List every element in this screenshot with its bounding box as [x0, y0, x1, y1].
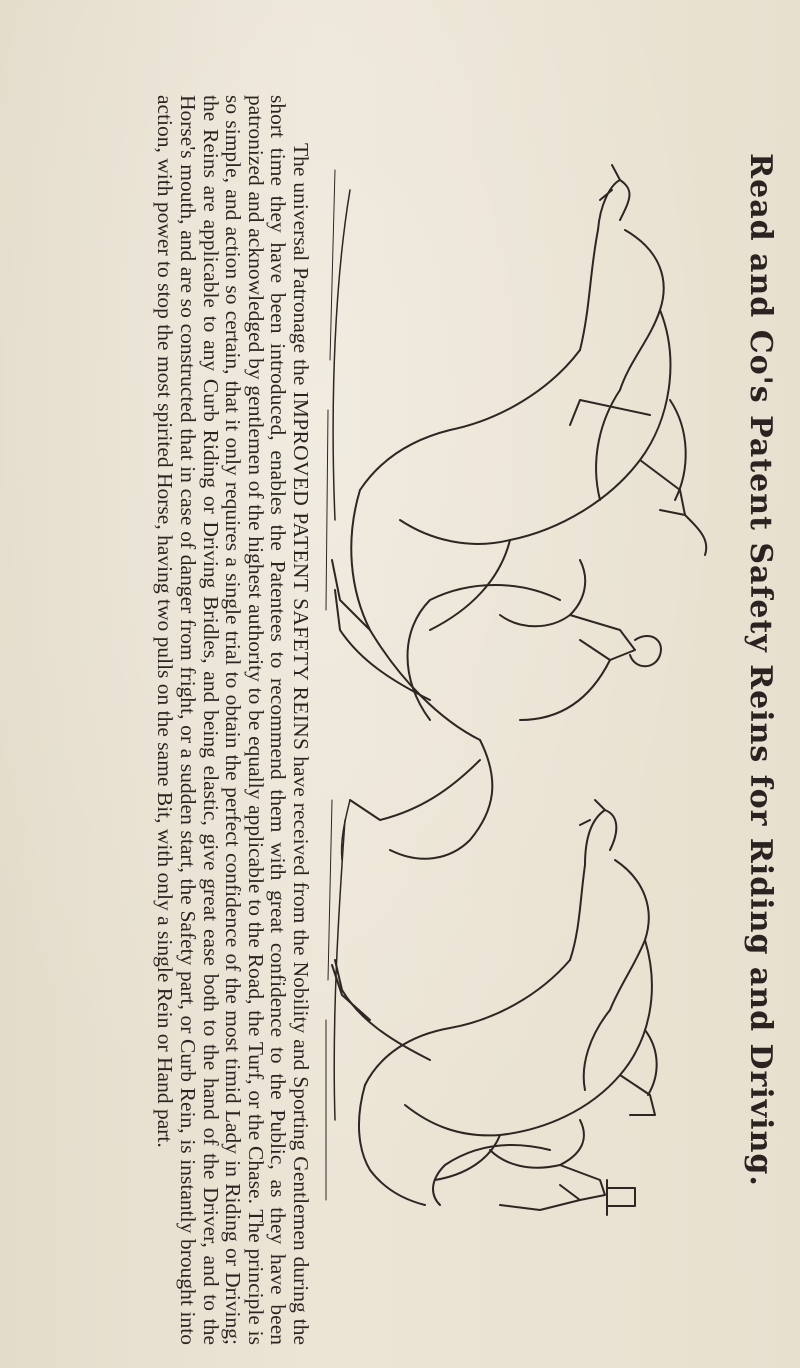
- advertisement-heading: Read and Co's Patent Safety Reins for Riding and Driving.: [743, 153, 778, 1187]
- body-paragraph: [154, 95, 312, 1345]
- horse-with-lady-rider-icon: [326, 165, 706, 860]
- paragraph-emphasis: IMPROVED PATENT SAFETY REINS: [289, 391, 313, 751]
- horse-with-gentleman-rider-icon: [326, 800, 657, 1215]
- illustration: [320, 160, 730, 1220]
- paragraph-body: have received from the Nobility and Sporting Gentlemen during the short time they have been introduced, enables the Patentees to recommend them with great confidence to the Public, as they have been patronized and acknowledged by gentlemen of the highest authority to be equally applicable to the Road, the Turf, or the Chase. The principle is so simple, and action so certain, that it only requires a single trial to obtain the perfect confidence of the most timid Lady in Riding or Driving; the Reins are applicable to any Curb Riding or Driving Bridles, and being elastic, give great ease both to the hand of the Driver, and to the Horse's mouth, and are so constructed that in case of danger from fright, or a sudden start, the Safety part, or Curb Rein, is instantly brought into action, with power to stop the most spirited Horse, having two pulls on the same Bit, with only a single Rein or Hand part.: [153, 95, 313, 1345]
- paragraph-lead: The universal Patronage the: [289, 143, 313, 392]
